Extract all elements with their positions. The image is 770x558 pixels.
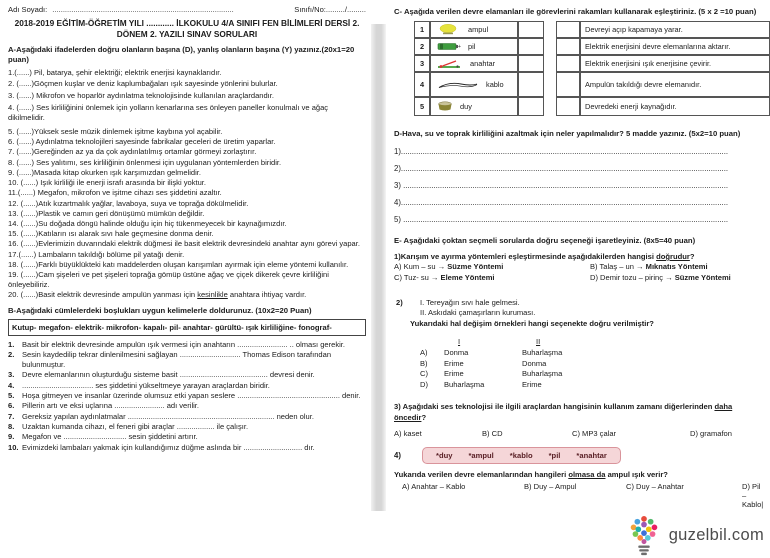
battery-icon [437,42,461,51]
tf-statement: 11.(......) Megafon, mikrofon ve işitme cihazı ses şiddetini azaltır. [8,188,222,198]
table-row-number: 4 [414,72,430,97]
option-letter: D) [420,379,428,389]
option-letter: C) [420,369,428,379]
empty-cell [518,97,544,116]
tf-statement: 7. (......)Gereğinden az ya da çok aydınlatılmış ortamlar görmeyi zorlaştırır. [8,147,257,157]
watermark-text: guzelbil.com [668,525,764,544]
tf-statement: 8. (......) Ses yalıtımı, ses kirliliğinin önlenmesi için uygulanan yöntemlerden biridir. [8,157,282,167]
tf-statement: 19. (......)Cam şişeleri ve pet şişeleri toprağa gömüp üstüne ağaç ve çiçek dikerek çevre kirliliğini önleyebiliriz. [8,269,329,290]
question-4 [394,447,766,509]
empty-cell [518,38,544,55]
fill-blank-item: 4. .................................. ses şiddetini yükseltmeye yarayan araçlardan biridir. [8,380,270,390]
underlined-word: kesinlikle [197,290,228,300]
student-info-row [8,5,366,14]
option-letter: A) [420,348,428,358]
function-cell: Devreyi açıp kapamaya yarar. [580,21,770,38]
answer-line: 2)....................................................................................................................................................... [394,164,729,173]
name-field-label: Adı Soyadı: [8,5,48,14]
option-a: A) Kum – su → Süzme Yöntemi [394,262,504,272]
table-row-number: 5 [414,97,430,116]
answer-cell [556,55,580,72]
answer-cell [556,72,580,97]
underlined-word: doğrudur [656,252,690,261]
exam-title [8,18,366,40]
function-cell: Ampulün takıldığı devre elemanıdır. [580,72,770,97]
answer-cell [556,38,580,55]
column-header-1: I [458,337,461,347]
table-row-number: 3 [414,55,430,72]
section-b-heading: B-Aşağıdaki cümlelerdeki boşlukları uygun kelimelerle doldurunuz. (10x2=20 Puan) [8,305,312,315]
fill-blank-item: 1. Basit bir elektrik devresinde ampulün ışık vermesi için anahtarın ........................ .. olması gerekir. [8,339,345,349]
question-2-options: I II A) Donma Buharlaşma B) Erime Donma C) Erime Buharlaşma D) Buharlaşma Erime [420,337,766,390]
question-2-stem: Yukarıdaki hal değişim örnekleri hangi seçenekte doğru verilmiştir? [410,319,654,329]
column-header-2: II [536,337,541,347]
table-row-number: 2 [414,38,430,55]
section-a-heading: A-Aşağıdaki ifadelerden doğru olanların başına (D), yanlış olanların başına (Y) yazınız.(20x1=20 puan) [8,44,355,64]
function-cell: Elektrik enerjisini devre elemanlarına aktarır. [580,38,770,55]
option-b: B) Talaş – un → Mıknatıs Yöntemi [590,262,708,272]
page-scan-seam [371,24,386,511]
option-d: D) Demir tozu – pirinç → Süzme Yöntemi [590,272,731,282]
section-d-heading: D-Hava, su ve toprak kirliliğini azaltmak için neler yapılmalıdır? 5 madde yazınız. (5x2=10 puan) [394,129,741,138]
section-c-heading: C- Aşağıda verilen devre elamanları ile görevlerini rakamları kullanarak eşleştiriniz. (5 x 2 =10 puan) [394,7,757,16]
word-options-box: *duy *ampul *kablo *pil *anahtar [422,447,621,464]
tf-statement: 4. (......) Ses kirliliğinini önlemek için yolların kenarlarına ses önleyen paneller konulmalı ve ağaç dikilmelidir. [8,102,329,122]
class-field-label: Sınıfı/No: [294,5,326,14]
question-2 [394,298,766,390]
colorful-bulb-logo-icon [625,512,663,558]
option-c: C) Duy – Anahtar [626,482,684,492]
tf-statement: 5. (......)Yüksek sesle müzik dinlemek işitme kaybına yol açabilir. [8,127,223,137]
option-c: C) MP3 çalar [572,429,617,439]
tf-statement: 14. (......)Su doğada döngü halinde olduğu için hiç tükenmeyecek bir kaynağımızdır. [8,218,287,228]
underlined-phrase: olmasa da [568,470,606,480]
left-page [8,5,366,453]
bulb-icon [437,24,461,35]
component-label: anahtar [470,59,496,68]
fill-blank-item: 9. Megafon ve .............................. sesin şiddetini artırır. [8,432,198,442]
option-letter: B) [420,358,428,368]
function-cell: Elektrik enerjisini ışık enerjisine çevirir. [580,55,770,72]
tf-statement: 16. (......)Evlerimizin duvarındaki elektrik düğmesi ile basit elektrik devresindeki anahtar aynı görevi yapar. [8,239,360,249]
option-a: A) Anahtar – Kablo [402,482,466,492]
underlined-phrase: daha öncedir [394,402,733,422]
option-c: C) Tuz- su → Eleme Yöntemi [394,272,495,282]
question-1-options [394,262,766,283]
tf-statement: 1.(......) Pil, batarya, şehir elektriği; elektrik enerjisi kaynaklarıdır. [8,67,222,77]
fill-blank-item: 7. Gereksiz yapılan aydınlatmalar ...................................................................... neden olur. [8,411,314,421]
tf-statement: 3. (......) Mikrofon ve hoparlör aydınlatma teknolojisinde kullanılan araçlardandır. [8,90,274,100]
right-page [394,5,766,558]
word-bank-box: Kutup- megafon- elektrik- mikrofon- kapalı- pil- anahtar- gürültü- ışık kirliliğine- fonograf- [8,319,366,336]
function-cell: Devredeki enerji kaynağıdır. [580,97,770,116]
answer-line: 4)....................................................................................................................................................... [394,198,729,207]
tf-statement: 6. (......) Aydınlatma teknolojileri sayesinde fabrikalar geceleri de üretim yaparlar. [8,137,276,147]
fill-blank-item: 6. Pillerin artı ve eksi uçlarına ........................ adı verilir. [8,401,199,411]
fill-blank-item: 2. Sesin kaydedilip tekrar dinlenilmesini sağlayan ............................. Thomas Edison tarafından bulunmuştur. [8,349,332,370]
svg-text:+: + [458,44,461,50]
question-4-number: 4) [394,451,401,461]
fill-blank-item: 8. Uzaktan kumanda cihazı, el feneri gibi araçlar .................. ile çalışır. [8,421,249,431]
tf-statement: 2. (......)Göçmen kuşlar ve deniz kaplumbağaları ışık sayesinde yönlerini bulurlar. [8,79,278,89]
matching-table [414,21,766,116]
component-cell [430,72,518,97]
tf-statement: 12. (......)Atık kızartmalık yağlar, lavaboya, suya ve toprağa dökülmelidir. [8,198,249,208]
question-2-premises: I. Tereyağın sıvı hale gelmesi. II. Askıdaki çamaşırların kuruması. [420,298,536,318]
option-d: D) gramafon [690,429,732,439]
question-3-options [394,429,766,438]
exam-title-line2: DÖNEM 2. YAZILI SINAV SORULARI [116,28,258,39]
empty-cell [518,72,544,97]
tf-statement: 13. (......)Plastik ve camın geri dönüşümü mümkün değildir. [8,208,205,218]
tf-statement: 17.(......) Lambaların takıldığı bölüme pil yatağı denir. [8,249,185,259]
tf-statement: 15. (......)Katıların ısı alarak sıvı hale geçmesine donma denir. [8,229,214,239]
cable-icon [437,80,479,90]
name-blank-line: ...................................................................................... [52,5,234,14]
component-cell [430,55,518,72]
class-blank-line: ........./......... [325,5,366,14]
switch-icon [437,59,463,69]
component-label: pil [468,42,476,51]
answer-line: 3) ...................................................................................................................................................... [394,181,729,190]
component-label: ampul [468,25,489,34]
question-3 [394,402,766,438]
section-e-heading: E- Aşağıdaki çoktan seçmeli sorularda doğru seçeneği işaretleyiniz. (8x5=40 puan) [394,236,696,245]
component-cell [430,21,518,38]
tf-statement: 9. (......)Masada kitap okurken ışık karşımızdan gelmelidir. [8,167,201,177]
tf-statement: 18. (......)Farklı büyüklükteki katı maddelerden oluşan karışımları ayırmak için eleme yöntemi kullanılır. [8,259,349,269]
option-b: B) CD [482,429,503,439]
question-3-stem: 3) Aşağıdaki ses teknolojisi ile ilgili araçlardan hangisinin kullanım zamanı diğerlerinden daha öncedir? [394,402,733,422]
component-label: duy [460,102,472,111]
socket-icon [437,101,453,112]
question-4-stem: Yukarıda verilen devre elemanlarından hangileri olmasa da ampul ışık verir? [394,470,668,480]
empty-cell [518,21,544,38]
exam-title-line1: 2018-2019 EĞİTİM-ÖĞRETİM YILI ............ İLKOKULU 4/A SINIFI FEN BİLİMLERİ DERSİ 2. [14,18,360,28]
component-label: kablo [486,80,504,89]
fill-blank-item: 10. Evimizdeki lambaları yakmak için kullandığımız düğme aslında bir ............................ dır. [8,442,315,452]
question-2-number: 2) [396,298,403,308]
tf-statement: 10. (......) Işık kirliliği ile enerji israfı arasında bir ilişki yoktur. [8,178,206,188]
component-cell [430,38,518,55]
fill-blank-item: 5. Hoşa gitmeyen ve insanlar üzerinde olumsuz etki yapan seslere ................................................. denir. [8,391,361,401]
component-cell [430,97,518,116]
answer-cell [556,97,580,116]
option-b: B) Duy – Ampul [524,482,577,492]
answer-line: 1)....................................................................................................................................................... [394,147,729,156]
tf-statement: 20. (......)Basit elektrik devresinde ampulün yanması için kesinlikle anahtara ihtiyaç vardır. [8,290,307,300]
question-4-options [394,482,766,509]
option-a: A) kaset [394,429,422,439]
option-d: D) Pil – Kablo| [742,482,764,510]
question-1-stem: 1)Karışım ve ayırma yöntemleri eşleştirmesinde aşağıdakilerden hangisi doğrudur? [394,252,695,261]
table-row-number: 1 [414,21,430,38]
empty-cell [518,55,544,72]
fill-blank-item: 3. Devre elemanlarının oluşturduğu sisteme basit .......................................... devresi denir. [8,370,315,380]
answer-line: 5) ...................................................................................................................................................... [394,215,729,224]
answer-cell [556,21,580,38]
guzelbil-watermark [394,512,766,558]
